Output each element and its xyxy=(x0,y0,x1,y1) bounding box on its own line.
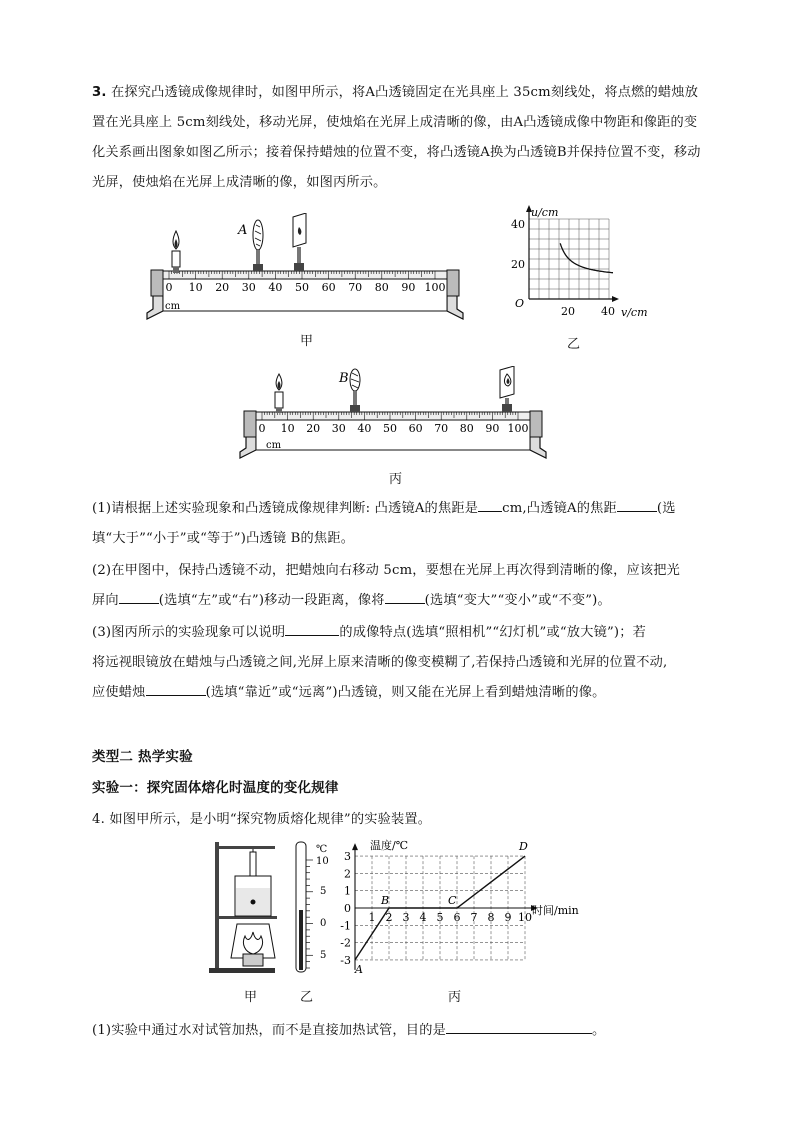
q3-sub2-text-a: (2)在甲图中，保持凸透镜不动，把蜡烛向右移动 5cm，要想在光屏上再次得到清晰的像，应该把光 xyxy=(92,563,681,578)
bing-xtick: 10 xyxy=(518,911,532,924)
section-type-heading: 类型二 热学实验 xyxy=(92,749,193,765)
caption-yi: 乙 xyxy=(567,337,581,352)
bench-tick-label: 100 xyxy=(507,422,529,435)
bing-ytick: 2 xyxy=(344,867,351,881)
answer-blank[interactable] xyxy=(446,1019,592,1034)
q4-sub1-text-a: (1)实验中通过水对试管加热，而不是直接加热试管，目的是 xyxy=(92,1023,446,1038)
caption-jia: 甲 xyxy=(300,334,314,349)
answer-blank[interactable] xyxy=(146,681,206,696)
point-label: B xyxy=(381,894,390,907)
lens-a-jia xyxy=(253,220,263,271)
q3-sub3 xyxy=(92,618,704,708)
q3-intro-text: 在探究凸透镜成像规律时，如图甲所示，将A凸透镜固定在光具座上 35cm刻线处，将点燃的蜡烛放置在光具座上 5cm刻线处，移动光屏，使烛焰在光屏上成清晰的像，由A凸透镜成像中物距和像距的变化关系画出图象如图乙所示；接着保持蜡烛的位置不变，将凸透镜A换为凸透镜B并保持位置不变，移动光屏，使烛焰在光屏上成清晰的像，如图丙所示。 xyxy=(92,85,701,190)
q3-sub1-text-a: (1)请根据上述实验现象和凸透镜成像规律判断: 凸透镜A的焦距是 xyxy=(92,501,479,516)
q4-sub1 xyxy=(92,1016,704,1046)
optical-bench-jia xyxy=(145,213,465,323)
bench-tick-label: 10 xyxy=(188,281,203,294)
thermo-label-minus5: 5 xyxy=(320,950,327,961)
bench-tick-label: 100 xyxy=(424,281,446,294)
q3-sub3-text-e: (选填“靠近”或“远离”)凸透镜，则又能在光屏上看到蜡烛清晰的像。 xyxy=(205,685,606,700)
bing-xtick: 7 xyxy=(470,911,478,924)
bench-tick-label: 90 xyxy=(485,422,500,435)
caption-bing: 丙 xyxy=(389,472,403,487)
bench-tick-label: 60 xyxy=(408,422,423,435)
q3-sub1 xyxy=(92,494,704,554)
q4-intro: 4. 如图甲所示，是小明“探究物质熔化规律”的实验装置。 xyxy=(92,812,432,827)
yi-ytick-20: 20 xyxy=(511,258,525,271)
bing-xtick: 1 xyxy=(368,911,376,924)
q3-sub2 xyxy=(92,556,704,616)
q3-sub1-text-c: (选 xyxy=(656,501,676,516)
answer-blank[interactable] xyxy=(617,497,657,512)
bench-tick-label: 30 xyxy=(241,281,256,294)
screen-jia xyxy=(293,213,306,271)
bing-xtick: 5 xyxy=(436,911,444,924)
yi-xlabel: v/cm xyxy=(621,306,648,319)
candle-jia xyxy=(172,231,180,273)
screen-bing xyxy=(500,366,514,412)
lens-b-bing xyxy=(350,369,360,412)
bing-ytick: 0 xyxy=(344,902,351,915)
bing-xtick: 9 xyxy=(504,911,512,924)
point-label: C xyxy=(448,894,457,907)
bing-ylabel: 温度/℃ xyxy=(370,839,409,852)
bench-tick-label: 80 xyxy=(459,422,474,435)
thermo-label-5: 5 xyxy=(320,886,327,897)
yi-ytick-40: 40 xyxy=(511,218,525,231)
uv-graph-yi xyxy=(505,203,665,323)
q3-sub2-text-c: (选填“左”或“右”)移动一段距离，像将 xyxy=(158,593,385,608)
bing-xtick: 6 xyxy=(453,911,461,924)
yi-xtick-40: 40 xyxy=(601,305,615,318)
bing-xlabel: 时间/min xyxy=(532,904,579,917)
bench-tick-label: 70 xyxy=(348,281,363,294)
lens-label-a: A xyxy=(238,223,248,238)
bench-tick-label: 40 xyxy=(357,422,372,435)
point-label: A xyxy=(355,962,363,976)
bing-ytick: -3 xyxy=(340,953,351,967)
q3-sub3-text-b: 的成像特点(选填“照相机”“幻灯机”或“放大镜”)；若 xyxy=(339,625,647,640)
yi-ylabel: u/cm xyxy=(531,206,559,219)
q4-caption-jia: 甲 xyxy=(244,990,258,1005)
bench-tick-label: 20 xyxy=(306,422,321,435)
bench-tick-label: 80 xyxy=(374,281,389,294)
q3-sub3-text-c: 将远视眼镜放在蜡烛与凸透镜之间,光屏上原来清晰的像变模糊了,若保持凸透镜和光屏的位置不动, xyxy=(92,655,668,670)
q4-sub1-text-b: 。 xyxy=(591,1023,606,1038)
bench-tick-label: 40 xyxy=(268,281,283,294)
point-label: D xyxy=(519,840,528,854)
bing-ytick: -2 xyxy=(340,936,351,950)
bing-xtick: 3 xyxy=(402,911,410,924)
bing-ytick: 3 xyxy=(344,850,351,864)
melting-chart-bing xyxy=(340,838,580,976)
bench-tick-label: 70 xyxy=(434,422,449,435)
bench-tick-label: 10 xyxy=(280,422,295,435)
lens-label-b: B xyxy=(339,371,349,386)
thermo-unit: ℃ xyxy=(316,844,328,855)
experiment-heading: 实验一：探究固体熔化时温度的变化规律 xyxy=(92,780,339,796)
bench-tick-label: 60 xyxy=(321,281,336,294)
thermometer-yi xyxy=(290,840,340,975)
q3-sub3-text-d: 应使蜡烛 xyxy=(92,685,146,700)
yi-xtick-20: 20 xyxy=(561,305,575,318)
answer-blank[interactable] xyxy=(385,589,425,604)
q3-sub1-text-d: 填“大于”“小于”或“等于”)凸透镜 B的焦距。 xyxy=(92,531,355,546)
bench-unit-bing: cm xyxy=(266,440,282,451)
q4-caption-yi: 乙 xyxy=(300,990,314,1005)
q3-intro xyxy=(92,78,704,198)
bench-tick-label: 20 xyxy=(215,281,230,294)
bing-ytick: 1 xyxy=(344,884,351,898)
bench-tick-label: 0 xyxy=(165,281,173,294)
bench-tick-label: 0 xyxy=(258,422,266,435)
heating-apparatus-jia xyxy=(205,840,287,975)
bench-tick-label: 50 xyxy=(295,281,309,294)
q4-caption-bing: 丙 xyxy=(448,990,462,1005)
candle-bing xyxy=(275,374,283,413)
q3-sub1-text-b: cm,凸透镜A的焦距 xyxy=(502,501,617,516)
bench-tick-label: 90 xyxy=(401,281,416,294)
bench-tick-label: 30 xyxy=(331,422,346,435)
bing-xtick: 4 xyxy=(419,911,427,924)
q3-sub3-text-a: (3)图丙所示的实验现象可以说明 xyxy=(92,625,286,640)
q3-sub2-text-d: (选填“变大”“变小”或“不变”)。 xyxy=(424,593,611,608)
answer-blank[interactable] xyxy=(119,589,159,604)
bing-xtick: 2 xyxy=(385,911,393,924)
bench-unit-jia: cm xyxy=(165,301,181,312)
thermo-label-0: 0 xyxy=(320,918,327,929)
thermo-label-10: 10 xyxy=(316,856,329,867)
optical-bench-bing xyxy=(238,366,548,466)
q3-number: 3. xyxy=(92,85,107,100)
answer-blank[interactable] xyxy=(285,621,339,636)
bing-ytick: -1 xyxy=(340,919,351,933)
yi-origin: O xyxy=(515,297,525,310)
q3-sub2-text-b: 屏向 xyxy=(92,593,119,608)
bing-xtick: 8 xyxy=(487,911,495,924)
answer-blank[interactable] xyxy=(478,497,502,512)
bench-tick-label: 50 xyxy=(383,422,397,435)
